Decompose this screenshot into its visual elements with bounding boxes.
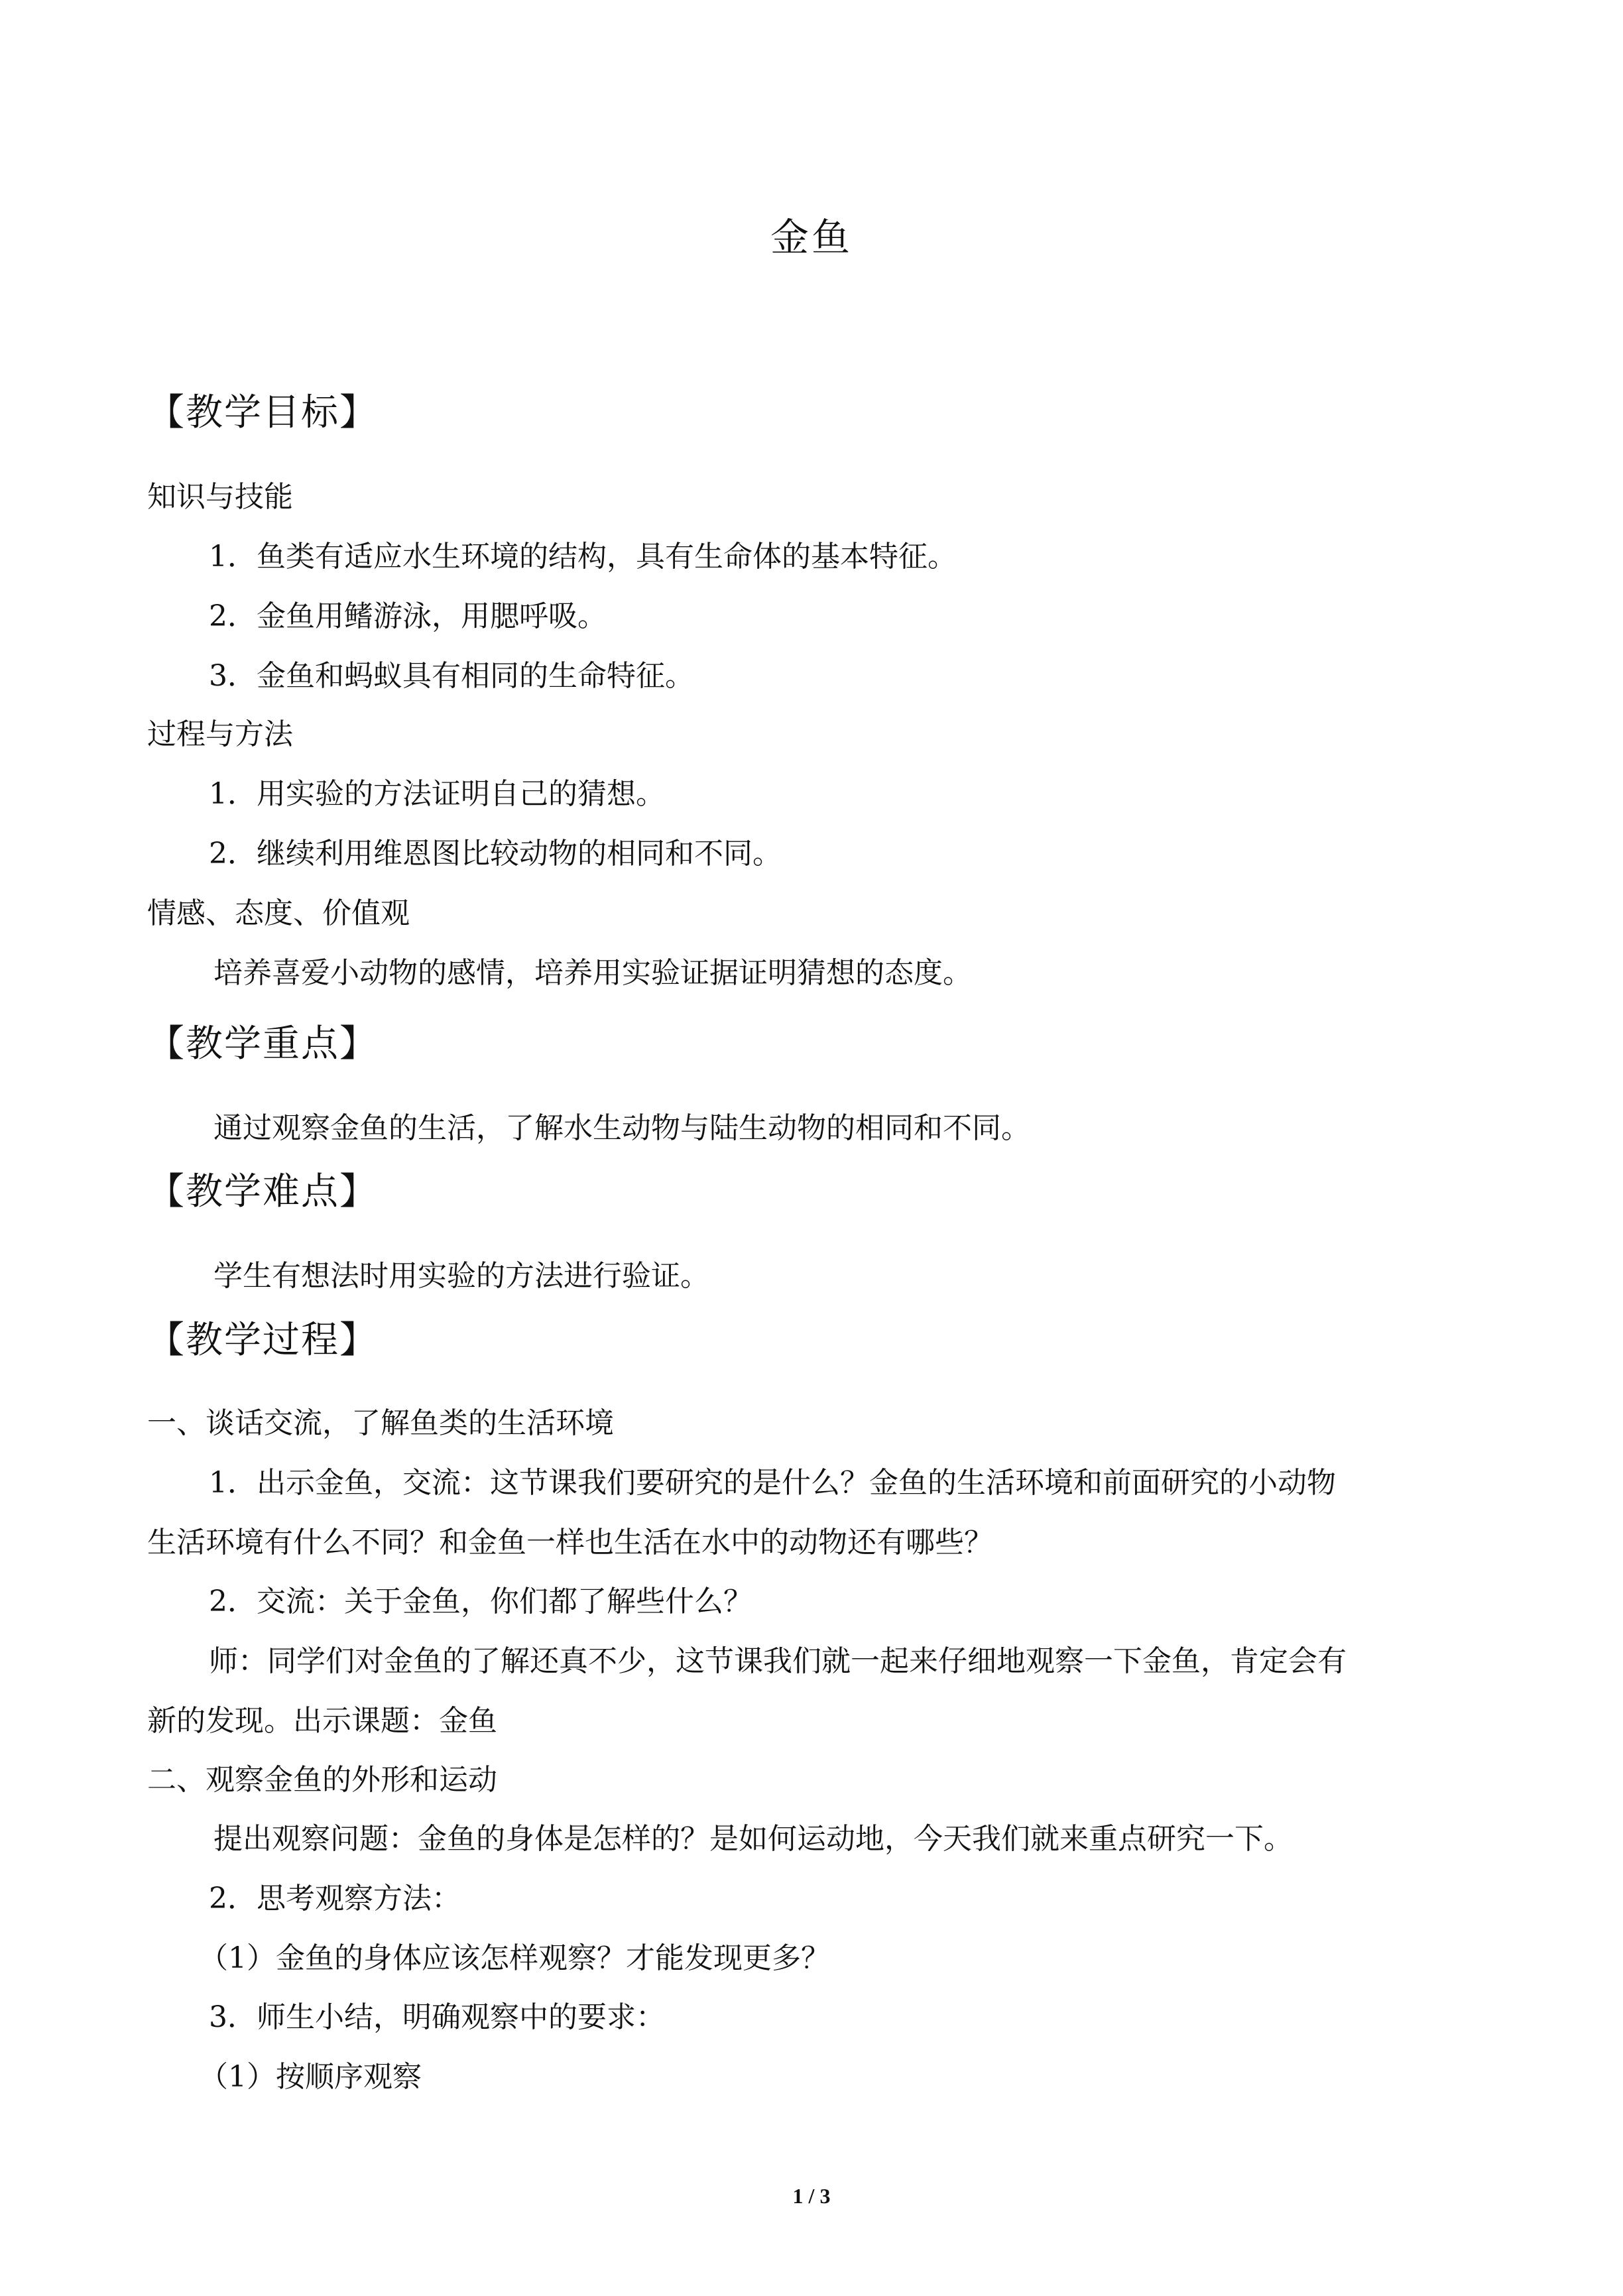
part1-item2: 2．交流：关于金鱼，你们都了解些什么？ <box>209 1585 752 1618</box>
page-number: 1 / 3 <box>792 2184 831 2208</box>
goals-heading: 【教学目标】 <box>147 391 378 434</box>
key-points-heading: 【教学重点】 <box>147 1022 378 1065</box>
process-item-2: 2．继续利用维恩图比较动物的相同和不同。 <box>209 837 782 871</box>
knowledge-item-1: 1．鱼类有适应水生环境的结构，具有生命体的基本特征。 <box>209 540 957 574</box>
part2-step2: 2．思考观察方法： <box>209 1882 461 1915</box>
part2-step2-sub1: （1）金鱼的身体应该怎样观察？才能发现更多？ <box>199 1941 830 1975</box>
page-title: 金鱼 <box>770 215 853 260</box>
part2-title: 二、观察金鱼的外形和运动 <box>147 1763 497 1797</box>
difficulties-text: 学生有想法时用实验的方法进行验证。 <box>213 1259 709 1293</box>
teacher-line1: 师：同学们对金鱼的了解还真不少，这节课我们就一起来仔细地观察一下金鱼，肯定会有 <box>209 1644 1347 1678</box>
knowledge-item-2: 2．金鱼用鳍游泳，用腮呼吸。 <box>209 599 607 633</box>
part2-question: 提出观察问题：金鱼的身体是怎样的？是如何运动地，今天我们就来重点研究一下。 <box>213 1822 1293 1856</box>
teacher-line2: 新的发现。出示课题：金鱼 <box>147 1704 497 1738</box>
emotion-text: 培养喜爱小动物的感情，培养用实验证据证明猜想的态度。 <box>213 956 972 990</box>
part1-item1-line1: 1．出示金鱼，交流：这节课我们要研究的是什么？金鱼的生活环境和前面研究的小动物 <box>209 1466 1336 1500</box>
part2-step3: 3．师生小结，明确观察中的要求： <box>209 2000 665 2034</box>
knowledge-label: 知识与技能 <box>147 480 293 514</box>
knowledge-item-3: 3．金鱼和蚂蚁具有相同的生命特征。 <box>209 659 694 693</box>
part1-item1-line2: 生活环境有什么不同？和金鱼一样也生活在水中的动物还有哪些？ <box>147 1526 993 1559</box>
emotion-label: 情感、态度、价值观 <box>147 896 410 930</box>
part1-title: 一、谈话交流，了解鱼类的生活环境 <box>147 1406 614 1440</box>
part2-step3-sub1: （1）按顺序观察 <box>199 2060 422 2094</box>
process-label: 过程与方法 <box>147 717 293 751</box>
process-heading: 【教学过程】 <box>147 1319 378 1362</box>
key-points-text: 通过观察金鱼的生活，了解水生动物与陆生动物的相同和不同。 <box>213 1111 1030 1145</box>
process-item-1: 1．用实验的方法证明自己的猜想。 <box>209 777 665 811</box>
difficulties-heading: 【教学难点】 <box>147 1170 378 1213</box>
